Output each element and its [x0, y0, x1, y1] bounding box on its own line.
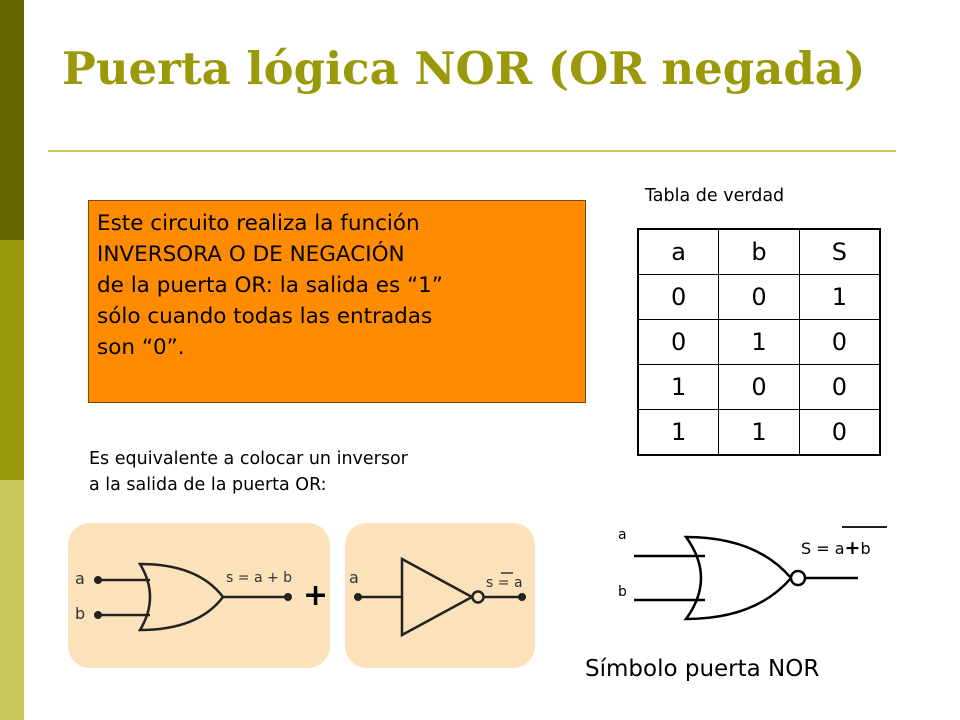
or-input-a-label: a [75, 569, 85, 588]
nor-output-op: + [844, 537, 861, 559]
table-cell: 0 [799, 365, 880, 410]
description-line: de la puerta OR: la salida es “1” [97, 273, 443, 298]
header-cell-s: S [799, 229, 880, 275]
not-gate-icon [354, 559, 526, 635]
or-input-b-label: b [75, 604, 86, 623]
nor-output-b: b [860, 539, 871, 558]
header-cell-a: a [638, 229, 719, 275]
inverter-output-expr: a [513, 575, 523, 591]
or-output-label [226, 570, 292, 586]
plus-sign: + [303, 578, 329, 613]
description-line: son “0”. [97, 335, 185, 360]
table-cell: 1 [638, 365, 719, 410]
inverter-output-label [486, 575, 523, 591]
nor-output-a: a [834, 539, 845, 558]
nor-output-label [801, 537, 871, 559]
equivalence-line: Es equivalente a colocar un inversor [89, 449, 408, 469]
table-cell: 0 [799, 320, 880, 365]
header-cell-b: b [719, 229, 799, 275]
table-cell: 0 [719, 275, 799, 320]
equivalence-line: a la salida de la puerta OR: [89, 475, 327, 495]
table-cell: 1 [719, 320, 799, 365]
or-output-prefix: s = [226, 570, 254, 586]
table-cell: 0 [799, 410, 880, 456]
table-cell: 1 [638, 410, 719, 456]
inverter-output-prefix: s = [486, 575, 514, 591]
nor-output-prefix: S = [801, 539, 835, 558]
table-cell: 1 [719, 410, 799, 456]
table-cell: 0 [638, 275, 719, 320]
description-line: INVERSORA O DE NEGACIÓN [97, 242, 405, 267]
or-output-expr: a + b [253, 570, 293, 586]
slide-title: Puerta lógica NOR (OR negada) [62, 42, 866, 95]
description-line: sólo cuando todas las entradas [97, 304, 433, 329]
table-cell: 0 [719, 365, 799, 410]
inverter-input-label: a [349, 568, 359, 587]
nor-symbol-caption: Símbolo puerta NOR [585, 656, 820, 682]
description-line: Este circuito realiza la función [97, 211, 420, 236]
table-cell: 1 [799, 275, 880, 320]
truth-table-caption: Tabla de verdad [645, 186, 785, 206]
nor-input-a-label: a [618, 527, 627, 543]
nor-input-b-label: b [618, 584, 627, 600]
table-cell: 0 [638, 320, 719, 365]
